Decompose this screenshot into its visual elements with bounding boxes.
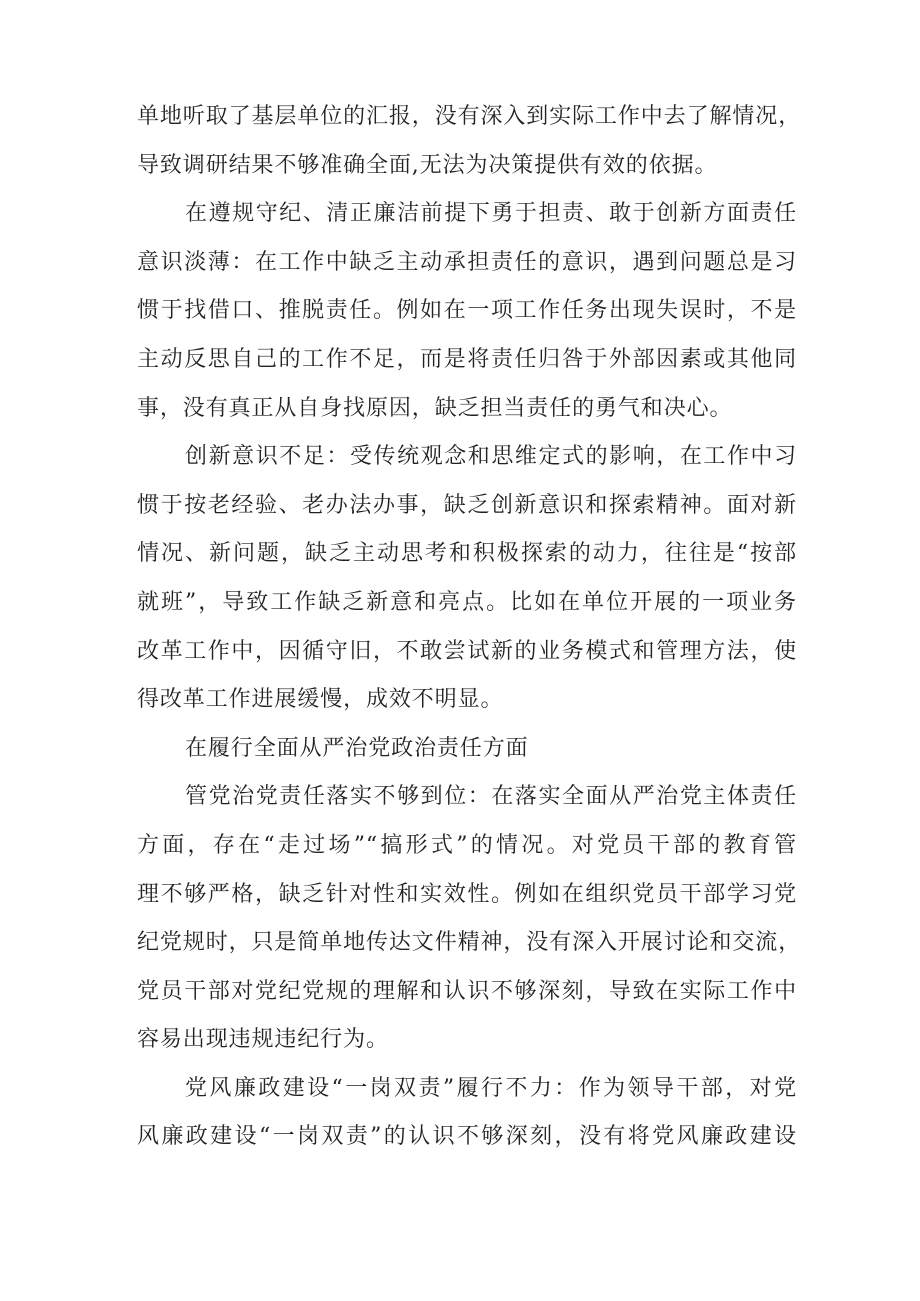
text-line: 情况、新问题，缺乏主动思考和积极探索的动力，往往是“按部: [137, 541, 797, 567]
text-line: 在遵规守纪、清正廉洁前提下勇于担责、敢于创新方面责任: [185, 201, 797, 227]
text-line: 事，没有真正从自身找原因，缺乏担当责任的勇气和决心。: [137, 395, 733, 421]
text-line: 容易出现违规违纪行为。: [137, 1027, 389, 1053]
text-line: 方面，存在“走过场”“搞形式”的情况。对党员干部的教育管: [137, 832, 797, 858]
text-line: 管党治党责任落实不够到位：在落实全面从严治党主体责任: [185, 784, 797, 810]
text-line: 主动反思自己的工作不足，而是将责任归咎于外部因素或其他同: [137, 346, 797, 372]
text-line: 纪党规时，只是简单地传达文件精神，没有深入开展讨论和交流，: [137, 930, 802, 956]
text-line: 就班”，导致工作缺乏新意和亮点。比如在单位开展的一项业务: [137, 589, 797, 615]
text-line: 理不够严格，缺乏针对性和实效性。例如在组织党员干部学习党: [137, 881, 797, 907]
text-line: 创新意识不足：受传统观念和思维定式的影响，在工作中习: [185, 444, 797, 470]
text-line: 惯于按老经验、老办法办事，缺乏创新意识和探索精神。面对新: [137, 492, 797, 518]
text-line: 导致调研结果不够准确全面,无法为决策提供有效的依据。: [137, 152, 718, 178]
text-line: 改革工作中，因循守旧，不敢尝试新的业务模式和管理方法，使: [137, 638, 797, 664]
text-line: 意识淡薄：在工作中缺乏主动承担责任的意识，遇到问题总是习: [137, 249, 797, 275]
text-line: 在履行全面从严治党政治责任方面: [185, 735, 529, 761]
text-line: 惯于找借口、推脱责任。例如在一项工作任务出现失误时，不是: [137, 298, 797, 324]
text-line: 党员干部对党纪党规的理解和认识不够深刻，导致在实际工作中: [137, 978, 797, 1004]
text-line: 风廉政建设“一岗双责”的认识不够深刻，没有将党风廉政建设: [137, 1124, 797, 1150]
text-line: 得改革工作进展缓慢，成效不明显。: [137, 687, 504, 713]
text-line: 党风廉政建设“一岗双责”履行不力：作为领导干部，对党: [185, 1075, 797, 1101]
document-body: [137, 93, 802, 1162]
text-line: 单地听取了基层单位的汇报，没有深入到实际工作中去了解情况，: [137, 104, 802, 129]
